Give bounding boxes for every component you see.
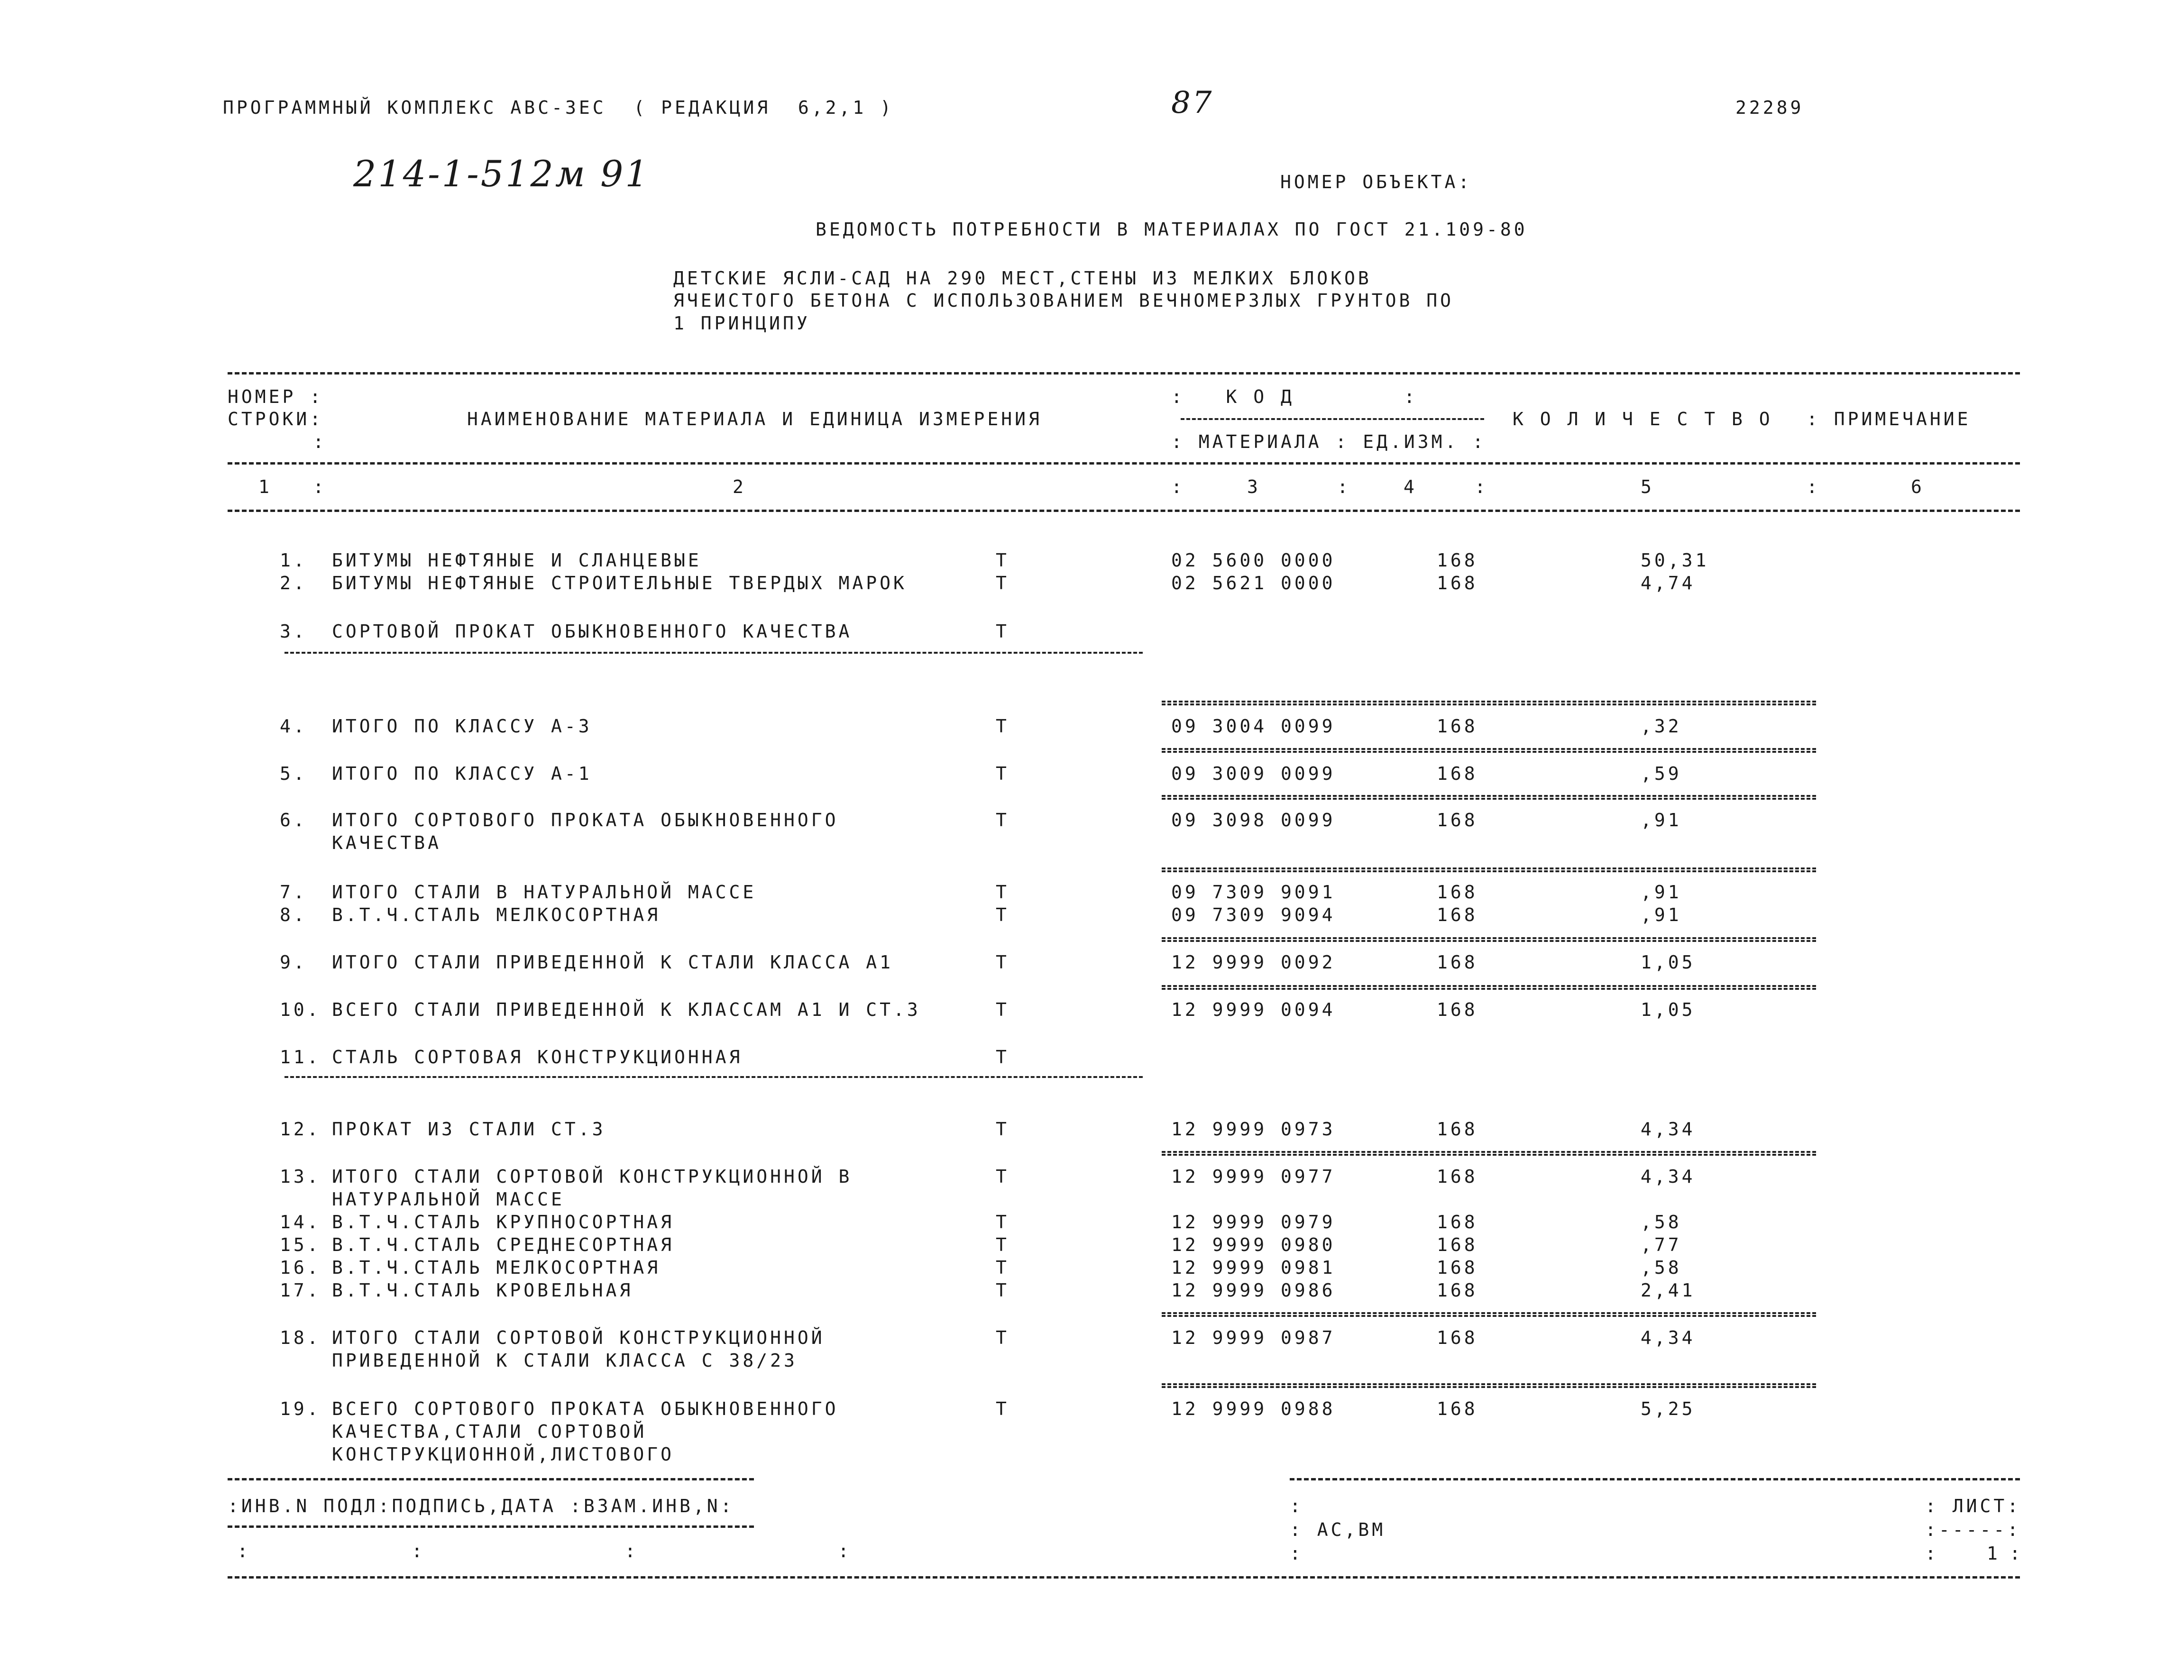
subtitle-line-1: ДЕТСКИЕ ЯСЛИ-САД НА 290 МЕСТ,СТЕНЫ ИЗ МЕЛКИХ БЛОКОВ: [673, 268, 1372, 289]
unit: Т: [996, 810, 1009, 831]
code-header-divider: [1181, 418, 1484, 420]
stamp-bottom-rule: [228, 1576, 2020, 1579]
total-rule: [1162, 867, 1816, 872]
material-name: ИТОГО ПО КЛАССУ А-1: [332, 763, 592, 784]
unit-code: 168: [1437, 1280, 1478, 1301]
quantity: 2,41: [1641, 1280, 1696, 1301]
unit-code: 168: [1437, 1166, 1478, 1187]
document-title: ВЕДОМОСТЬ ПОТРЕБНОСТИ В МАТЕРИАЛАХ ПО ГОСТ 21.109-80: [816, 219, 1528, 240]
quantity: ,91: [1641, 810, 1682, 831]
quantity: 1,05: [1641, 999, 1696, 1020]
unit: Т: [996, 904, 1009, 925]
total-rule: [1162, 937, 1816, 942]
col-sep-b: :: [1171, 476, 1185, 497]
row-number: 11.: [280, 1047, 321, 1068]
unit: Т: [996, 882, 1009, 903]
quantity: ,77: [1641, 1234, 1682, 1255]
material-name: СОРТОВОЙ ПРОКАТ ОБЫКНОВЕННОГО КАЧЕСТВА: [332, 621, 853, 642]
sheet-colon-right: :: [2010, 1543, 2023, 1564]
unit-code: 168: [1437, 999, 1478, 1020]
material-code: 02 5621 0000: [1171, 573, 1336, 593]
unit: Т: [996, 1327, 1009, 1348]
total-rule: [1162, 1383, 1816, 1388]
header-rule: [228, 462, 2020, 465]
material-code: 12 9999 0980: [1171, 1234, 1336, 1255]
program-title: ПРОГРАММНЫЙ КОМПЛЕКС АВС-3ЕС ( РЕДАКЦИЯ 6,2,1 ): [223, 97, 894, 118]
unit: Т: [996, 573, 1009, 593]
stamp-top-rule-right: [1290, 1478, 2020, 1480]
quantity: 4,34: [1641, 1119, 1696, 1140]
quantity: 4,74: [1641, 573, 1696, 593]
unit: Т: [996, 1212, 1009, 1233]
material-code: 12 9999 0092: [1171, 952, 1336, 973]
code-subheader: : МАТЕРИАЛА : ЕД.ИЗМ. :: [1171, 431, 1487, 452]
row-number: 9.: [280, 952, 307, 973]
unit-code: 168: [1437, 952, 1478, 973]
unit: Т: [996, 1398, 1009, 1419]
sheet-separator: :-----:: [1925, 1519, 2021, 1540]
material-code: 02 5600 0000: [1171, 550, 1336, 571]
quantity: ,59: [1641, 763, 1682, 784]
col-number-1: 1: [258, 476, 272, 497]
row-number: 6.: [280, 810, 307, 831]
stamp-top-rule-left: [228, 1478, 754, 1480]
unit: Т: [996, 1047, 1009, 1068]
unit: Т: [996, 1119, 1009, 1140]
material-name: ИТОГО СТАЛИ СОРТОВОЙ КОНСТРУКЦИОННОЙ: [332, 1327, 825, 1348]
sheet-number: 1: [1987, 1543, 2000, 1564]
row-number: 12.: [280, 1119, 321, 1140]
sheet-colon-left: :: [1925, 1543, 1939, 1564]
unit: Т: [996, 1280, 1009, 1301]
quantity: ,91: [1641, 882, 1682, 903]
total-rule: [1162, 795, 1816, 800]
unit: Т: [996, 999, 1009, 1020]
quantity: ,32: [1641, 716, 1682, 737]
unit-code: 168: [1437, 1119, 1478, 1140]
material-code: 12 9999 0979: [1171, 1212, 1336, 1233]
note-header: : ПРИМЕЧАНИЕ: [1807, 409, 1971, 429]
material-code: 12 9999 0094: [1171, 999, 1336, 1020]
quantity: 4,34: [1641, 1327, 1696, 1348]
quantity: ,58: [1641, 1212, 1682, 1233]
material-name-continuation: КОНСТРУКЦИОННОЙ,ЛИСТОВОГО: [332, 1444, 674, 1465]
row-number: 10.: [280, 999, 321, 1020]
quantity: ,58: [1641, 1257, 1682, 1278]
section-rule: [284, 1076, 1143, 1078]
row-number: 3.: [280, 621, 307, 642]
col-sep-a: :: [313, 476, 327, 497]
col-number-5: 5: [1641, 476, 1654, 497]
stamp-headers: :ИНВ.N ПОДЛ:ПОДПИСЬ,ДАТА :ВЗАМ.ИНВ,N:: [228, 1496, 734, 1516]
row-number: 4.: [280, 716, 307, 737]
unit-code: 168: [1437, 1398, 1478, 1419]
col-number-2: 2: [733, 476, 746, 497]
material-name-header: НАИМЕНОВАНИЕ МАТЕРИАЛА И ЕДИНИЦА ИЗМЕРЕНИЯ: [467, 409, 1042, 429]
row-number: 7.: [280, 882, 307, 903]
total-rule: [1162, 748, 1816, 753]
material-name: ВСЕГО СТАЛИ ПРИВЕДЕННОЙ К КЛАССАМ А1 И СТ.3: [332, 999, 921, 1020]
material-name: ИТОГО СТАЛИ В НАТУРАЛЬНОЙ МАССЕ: [332, 882, 757, 903]
row-number-header-1: НОМЕР :: [228, 386, 324, 407]
unit: Т: [996, 1257, 1009, 1278]
material-code: 12 9999 0973: [1171, 1119, 1336, 1140]
handwritten-project-number: 214-1-512м 91: [353, 153, 650, 195]
material-name-continuation: ПРИВЕДЕННОЙ К СТАЛИ КЛАССА С 38/23: [332, 1350, 798, 1371]
material-code: 09 3098 0099: [1171, 810, 1336, 831]
total-rule: [1162, 701, 1816, 705]
quantity: ,91: [1641, 904, 1682, 925]
material-name: В.Т.Ч.СТАЛЬ КРОВЕЛЬНАЯ: [332, 1280, 633, 1301]
section-rule: [284, 652, 1143, 654]
material-name: В.Т.Ч.СТАЛЬ СРЕДНЕСОРТНАЯ: [332, 1234, 674, 1255]
unit: Т: [996, 716, 1009, 737]
row-number: 15.: [280, 1234, 321, 1255]
row-number: 13.: [280, 1166, 321, 1187]
row-number: 18.: [280, 1327, 321, 1348]
unit-code: 168: [1437, 882, 1478, 903]
row-number: 8.: [280, 904, 307, 925]
unit-code: 168: [1437, 550, 1478, 571]
quantity: 1,05: [1641, 952, 1696, 973]
row-number: 16.: [280, 1257, 321, 1278]
row-number: 2.: [280, 573, 307, 593]
total-rule: [1162, 1151, 1816, 1156]
col-number-6: 6: [1911, 476, 1925, 497]
unit-code: 168: [1437, 1234, 1478, 1255]
unit: Т: [996, 763, 1009, 784]
document-code: : АС,ВМ: [1290, 1519, 1386, 1540]
col-number-4: 4: [1404, 476, 1417, 497]
stamp-mid-rule: [228, 1525, 754, 1528]
subtitle-line-2: ЯЧЕИСТОГО БЕТОНА С ИСПОЛЬЗОВАНИЕМ ВЕЧНОМЕРЗЛЫХ ГРУНТОВ ПО: [673, 290, 1454, 311]
unit-code: 168: [1437, 1212, 1478, 1233]
material-name: ПРОКАТ ИЗ СТАЛИ СТ.3: [332, 1119, 606, 1140]
quantity: 50,31: [1641, 550, 1709, 571]
material-name: БИТУМЫ НЕФТЯНЫЕ СТРОИТЕЛЬНЫЕ ТВЕРДЫХ МАРОК: [332, 573, 907, 593]
material-code: 09 3009 0099: [1171, 763, 1336, 784]
unit: Т: [996, 952, 1009, 973]
material-code: 12 9999 0986: [1171, 1280, 1336, 1301]
unit-code: 168: [1437, 904, 1478, 925]
row-number: 19.: [280, 1398, 321, 1419]
sheet-code: 22289: [1735, 97, 1804, 118]
row-number: 17.: [280, 1280, 321, 1301]
total-rule: [1162, 985, 1816, 990]
quantity-header: К О Л И Ч Е С Т В О: [1513, 409, 1773, 429]
unit: Т: [996, 1166, 1009, 1187]
material-name: СТАЛЬ СОРТОВАЯ КОНСТРУКЦИОННАЯ: [332, 1047, 743, 1068]
material-code: 12 9999 0987: [1171, 1327, 1336, 1348]
stamp-colon: :: [1290, 1543, 1303, 1564]
unit: Т: [996, 1234, 1009, 1255]
material-name: ИТОГО СТАЛИ СОРТОВОЙ КОНСТРУКЦИОННОЙ В: [332, 1166, 853, 1187]
page-mark: 87: [1171, 85, 1214, 120]
material-code: 12 9999 0981: [1171, 1257, 1336, 1278]
unit-code: 168: [1437, 763, 1478, 784]
material-code: 12 9999 0977: [1171, 1166, 1336, 1187]
unit-code: 168: [1437, 1257, 1478, 1278]
col-sep-c: :: [1337, 476, 1351, 497]
col-sep-e: :: [1807, 476, 1820, 497]
unit: Т: [996, 621, 1009, 642]
material-name: ВСЕГО СОРТОВОГО ПРОКАТА ОБЫКНОВЕННОГО: [332, 1398, 839, 1419]
material-code: 09 3004 0099: [1171, 716, 1336, 737]
unit-code: 168: [1437, 573, 1478, 593]
stamp-empty-cells: : : : :: [237, 1541, 858, 1561]
material-name: ИТОГО СОРТОВОГО ПРОКАТА ОБЫКНОВЕННОГО: [332, 810, 839, 831]
subtitle-line-3: 1 ПРИНЦИПУ: [673, 313, 810, 334]
material-name: ИТОГО ПО КЛАССУ А-3: [332, 716, 592, 737]
row-number-header-3: :: [313, 431, 327, 452]
material-name-continuation: НАТУРАЛЬНОЙ МАССЕ: [332, 1189, 565, 1210]
row-number: 14.: [280, 1212, 321, 1233]
material-name: ИТОГО СТАЛИ ПРИВЕДЕННОЙ К СТАЛИ КЛАССА А1: [332, 952, 893, 973]
material-name: БИТУМЫ НЕФТЯНЫЕ И СЛАНЦЕВЫЕ: [332, 550, 702, 571]
total-rule: [1162, 1312, 1816, 1317]
unit-code: 168: [1437, 716, 1478, 737]
material-name: В.Т.Ч.СТАЛЬ КРУПНОСОРТНАЯ: [332, 1212, 674, 1233]
row-number: 1.: [280, 550, 307, 571]
material-name-continuation: КАЧЕСТВА,СТАЛИ СОРТОВОЙ: [332, 1421, 647, 1442]
material-code: 09 7309 9094: [1171, 904, 1336, 925]
column-number-rule: [228, 510, 2020, 512]
material-code: 12 9999 0988: [1171, 1398, 1336, 1419]
stamp-colon: :: [1290, 1496, 1303, 1516]
object-number-label: НОМЕР ОБЪЕКТА:: [1280, 172, 1472, 192]
material-name-continuation: КАЧЕСТВА: [332, 832, 442, 853]
code-header: : К О Д :: [1171, 386, 1418, 407]
unit: Т: [996, 550, 1009, 571]
sheet-label: : ЛИСТ:: [1925, 1496, 2021, 1516]
unit-code: 168: [1437, 810, 1478, 831]
material-name: В.Т.Ч.СТАЛЬ МЕЛКОСОРТНАЯ: [332, 1257, 661, 1278]
quantity: 4,34: [1641, 1166, 1696, 1187]
unit-code: 168: [1437, 1327, 1478, 1348]
row-number-header-2: СТРОКИ:: [228, 409, 324, 429]
material-code: 09 7309 9091: [1171, 882, 1336, 903]
material-name: В.Т.Ч.СТАЛЬ МЕЛКОСОРТНАЯ: [332, 904, 661, 925]
col-sep-d: :: [1475, 476, 1488, 497]
row-number: 5.: [280, 763, 307, 784]
quantity: 5,25: [1641, 1398, 1696, 1419]
col-number-3: 3: [1247, 476, 1261, 497]
table-top-rule: [228, 372, 2020, 374]
